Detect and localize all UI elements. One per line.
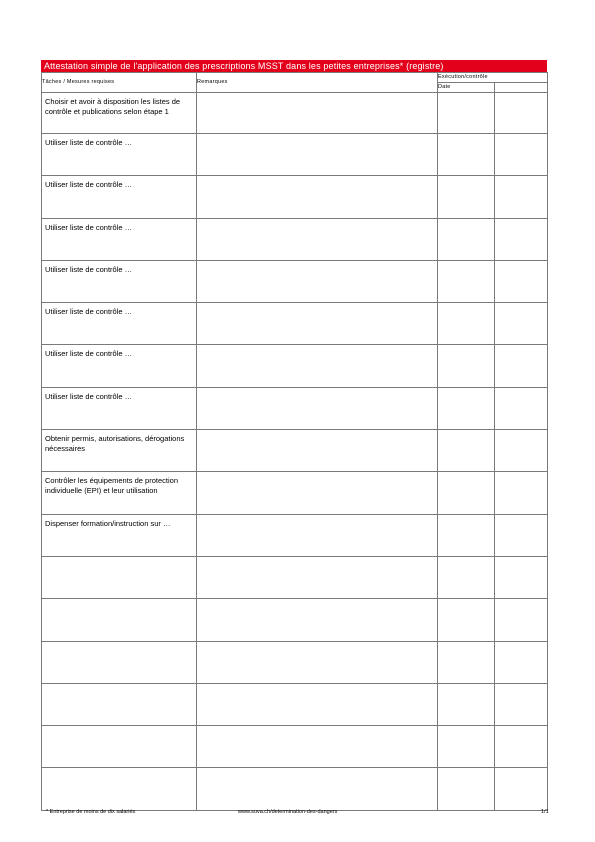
task-cell[interactable]: Utiliser liste de contrôle …: [42, 303, 197, 345]
table-row: [42, 472, 548, 514]
date-cell[interactable]: [438, 683, 495, 725]
task-cell[interactable]: Utiliser liste de contrôle …: [42, 218, 197, 260]
header-date: Date: [438, 83, 495, 93]
date-cell[interactable]: [438, 768, 495, 810]
document-title: Attestation simple de l'application des prescriptions MSST dans les petites entreprises* (registre): [41, 60, 547, 72]
remarks-cell[interactable]: [197, 260, 438, 302]
remarks-cell[interactable]: [197, 134, 438, 176]
remarks-cell[interactable]: [197, 556, 438, 598]
date-cell[interactable]: [438, 303, 495, 345]
footer-url[interactable]: www.suva.ch/determination-des-dangers: [238, 809, 338, 815]
table-row: [42, 514, 548, 556]
footer-note: * Entreprise de moins de dix salariés: [46, 809, 136, 815]
control-cell[interactable]: [495, 514, 548, 556]
date-cell[interactable]: [438, 260, 495, 302]
date-cell[interactable]: [438, 93, 495, 134]
date-cell[interactable]: [438, 514, 495, 556]
remarks-cell[interactable]: [197, 176, 438, 218]
remarks-cell[interactable]: [197, 430, 438, 472]
task-cell[interactable]: [42, 641, 197, 683]
register-rows: [42, 93, 548, 811]
control-cell[interactable]: [495, 726, 548, 768]
remarks-cell[interactable]: [197, 345, 438, 387]
date-cell[interactable]: [438, 218, 495, 260]
header-row: [42, 73, 548, 83]
table-row: [42, 768, 548, 810]
control-cell[interactable]: [495, 556, 548, 598]
table-row: [42, 93, 548, 134]
control-cell[interactable]: [495, 260, 548, 302]
remarks-cell[interactable]: [197, 303, 438, 345]
date-cell[interactable]: [438, 599, 495, 641]
table-row: [42, 134, 548, 176]
table-row: [42, 641, 548, 683]
task-cell[interactable]: Dispenser formation/instruction sur …: [42, 514, 197, 556]
header-remarks: Remarques: [197, 73, 438, 93]
date-cell[interactable]: [438, 134, 495, 176]
task-cell[interactable]: Utiliser liste de contrôle …: [42, 176, 197, 218]
remarks-cell[interactable]: [197, 683, 438, 725]
task-cell[interactable]: [42, 599, 197, 641]
task-cell[interactable]: Utiliser liste de contrôle …: [42, 260, 197, 302]
task-cell[interactable]: [42, 726, 197, 768]
remarks-cell[interactable]: [197, 218, 438, 260]
task-cell[interactable]: Utiliser liste de contrôle …: [42, 134, 197, 176]
date-cell[interactable]: [438, 430, 495, 472]
page-number: 1/1: [541, 809, 549, 815]
task-cell[interactable]: Utiliser liste de contrôle …: [42, 345, 197, 387]
remarks-cell[interactable]: [197, 472, 438, 514]
table-row: [42, 260, 548, 302]
remarks-cell[interactable]: [197, 768, 438, 810]
control-cell[interactable]: [495, 134, 548, 176]
control-cell[interactable]: [495, 218, 548, 260]
date-cell[interactable]: [438, 176, 495, 218]
control-cell[interactable]: [495, 176, 548, 218]
table-row: [42, 599, 548, 641]
task-cell[interactable]: [42, 683, 197, 725]
date-cell[interactable]: [438, 556, 495, 598]
control-cell[interactable]: [495, 345, 548, 387]
register-table: [41, 72, 548, 811]
table-row: [42, 218, 548, 260]
table-row: [42, 303, 548, 345]
control-cell[interactable]: [495, 641, 548, 683]
table-row: [42, 345, 548, 387]
task-cell[interactable]: Obtenir permis, autorisations, dérogations nécessaires: [42, 430, 197, 472]
header-control: [495, 83, 548, 93]
task-cell[interactable]: [42, 768, 197, 810]
control-cell[interactable]: [495, 387, 548, 429]
table-row: [42, 683, 548, 725]
date-cell[interactable]: [438, 387, 495, 429]
control-cell[interactable]: [495, 683, 548, 725]
register-sheet: [41, 60, 547, 811]
header-tasks: Tâches / Mesures requises: [42, 73, 197, 93]
control-cell[interactable]: [495, 768, 548, 810]
control-cell[interactable]: [495, 472, 548, 514]
task-cell[interactable]: [42, 556, 197, 598]
remarks-cell[interactable]: [197, 93, 438, 134]
remarks-cell[interactable]: [197, 514, 438, 556]
control-cell[interactable]: [495, 430, 548, 472]
remarks-cell[interactable]: [197, 641, 438, 683]
remarks-cell[interactable]: [197, 387, 438, 429]
task-cell[interactable]: Choisir et avoir à disposition les listes de contrôle et publications selon étape 1: [42, 93, 197, 134]
remarks-cell[interactable]: [197, 599, 438, 641]
task-cell[interactable]: Utiliser liste de contrôle …: [42, 387, 197, 429]
table-row: [42, 726, 548, 768]
date-cell[interactable]: [438, 641, 495, 683]
date-cell[interactable]: [438, 472, 495, 514]
task-cell[interactable]: Contrôler les équipements de protection individuelle (EPI) et leur utilisation: [42, 472, 197, 514]
date-cell[interactable]: [438, 345, 495, 387]
date-cell[interactable]: [438, 726, 495, 768]
header-execution: Exécution/contrôle: [438, 73, 548, 83]
table-row: [42, 387, 548, 429]
table-row: [42, 430, 548, 472]
control-cell[interactable]: [495, 93, 548, 134]
control-cell[interactable]: [495, 599, 548, 641]
table-row: [42, 556, 548, 598]
control-cell[interactable]: [495, 303, 548, 345]
table-row: [42, 176, 548, 218]
remarks-cell[interactable]: [197, 726, 438, 768]
